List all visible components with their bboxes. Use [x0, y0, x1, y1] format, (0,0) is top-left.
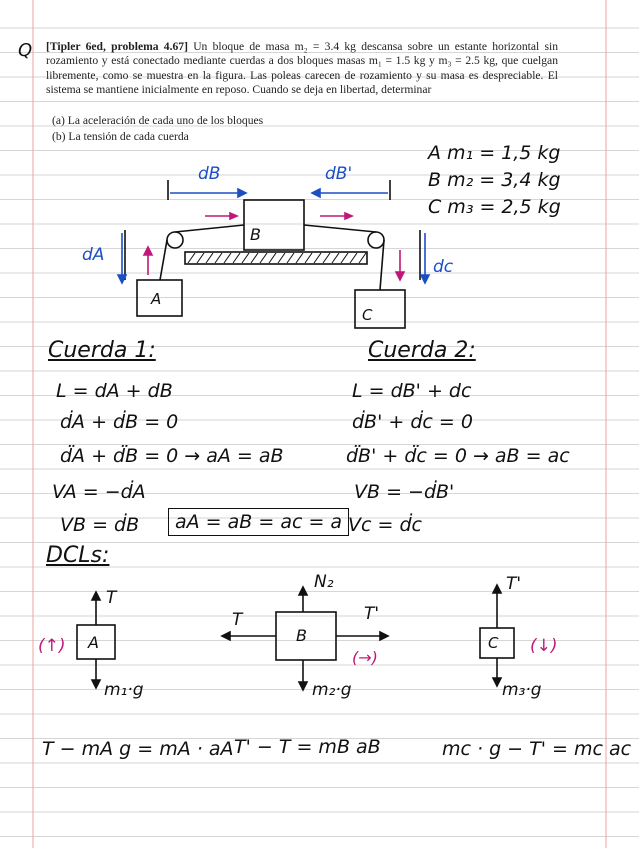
dcl-b-left: T [232, 610, 243, 630]
problem-label: [Tipler 6ed, problema 4.67] [46, 40, 188, 53]
dcl-b-up: N₂ [314, 572, 334, 592]
label-block-b: B [250, 225, 261, 244]
cuerda2-line-3: d̈B' + d̈c = 0 → aB = ac [346, 445, 570, 467]
dcl-c-dir: (↓) [530, 636, 558, 656]
margin-mark: Q [18, 40, 33, 61]
equation-c: mc · g − T' = mc ac [442, 738, 632, 760]
label-dc: dc [433, 257, 454, 277]
part-b: (b) La tensión de cada cuerda [52, 130, 189, 143]
dcl-b-dir: (→) [352, 648, 378, 667]
cuerda1-line-3: d̈A + d̈B = 0 → aA = aB [60, 445, 284, 467]
mass-b: B m₂ = 3,4 kg [428, 169, 561, 191]
dcls-title: DCLs: [46, 543, 110, 568]
mass-a: A m₁ = 1,5 kg [428, 142, 561, 164]
label-block-a: A [151, 290, 162, 308]
cuerda2-line-5: Vc = ḋc [348, 514, 422, 536]
cuerda1-title: Cuerda 1: [48, 338, 156, 363]
label-dbp: dB' [325, 164, 353, 184]
label-da: dA [82, 245, 105, 265]
cuerda1-line-5: VB = ḋB [60, 514, 140, 536]
cuerda1-line-1: L = dA + dB [56, 380, 173, 402]
part-a: (a) La aceleración de cada uno de los bloques [52, 114, 264, 127]
cuerda2-line-4: VB = −ḋB' [354, 481, 455, 503]
equation-b: T' − T = mB aB [234, 736, 381, 758]
dcl-a-dir: (↑) [38, 636, 66, 656]
dcl-b-right: T' [364, 604, 380, 624]
cuerda2-title: Cuerda 2: [368, 338, 476, 363]
dcl-c-down: m₃·g [502, 680, 542, 700]
label-block-c: C [362, 306, 373, 324]
dcl-c-label: C [488, 634, 499, 652]
label-db: dB [198, 164, 221, 184]
dcl-b-down: m₂·g [312, 680, 352, 700]
boxed-result: aA = aB = ac = a [168, 508, 349, 536]
mass-c: C m₃ = 2,5 kg [428, 196, 561, 218]
problem-text: Un bloque de masa m₂ = 3.4 kg descansa sobre un estante horizontal sin rozamiento y está conectado mediante cuerdas a dos bloques masas m₁ = 1.5 kg y m₃ = 2.5 kg, que cuelgan libremente, como se muestra en la figura. Las poleas carecen de rozamiento y su masa es despreciable. El sistema se mantiene inicialmente en reposo. Cuando se deja en libertad, determinar [46, 40, 558, 96]
dcl-a-down: m₁·g [104, 680, 144, 700]
cuerda1-line-4: VA = −ḋA [52, 481, 146, 503]
equation-a: T − mA g = mA · aA [42, 738, 234, 760]
dcl-a-label: A [88, 633, 99, 652]
dcl-a-up: T [106, 588, 117, 608]
cuerda1-line-2: ḋA + ḋB = 0 [60, 411, 179, 433]
dcl-b-label: B [296, 626, 307, 645]
dcl-c-up: T' [506, 574, 522, 594]
cuerda2-line-1: L = dB' + dc [352, 380, 472, 402]
cuerda2-line-2: ḋB' + ḋc = 0 [352, 411, 473, 433]
